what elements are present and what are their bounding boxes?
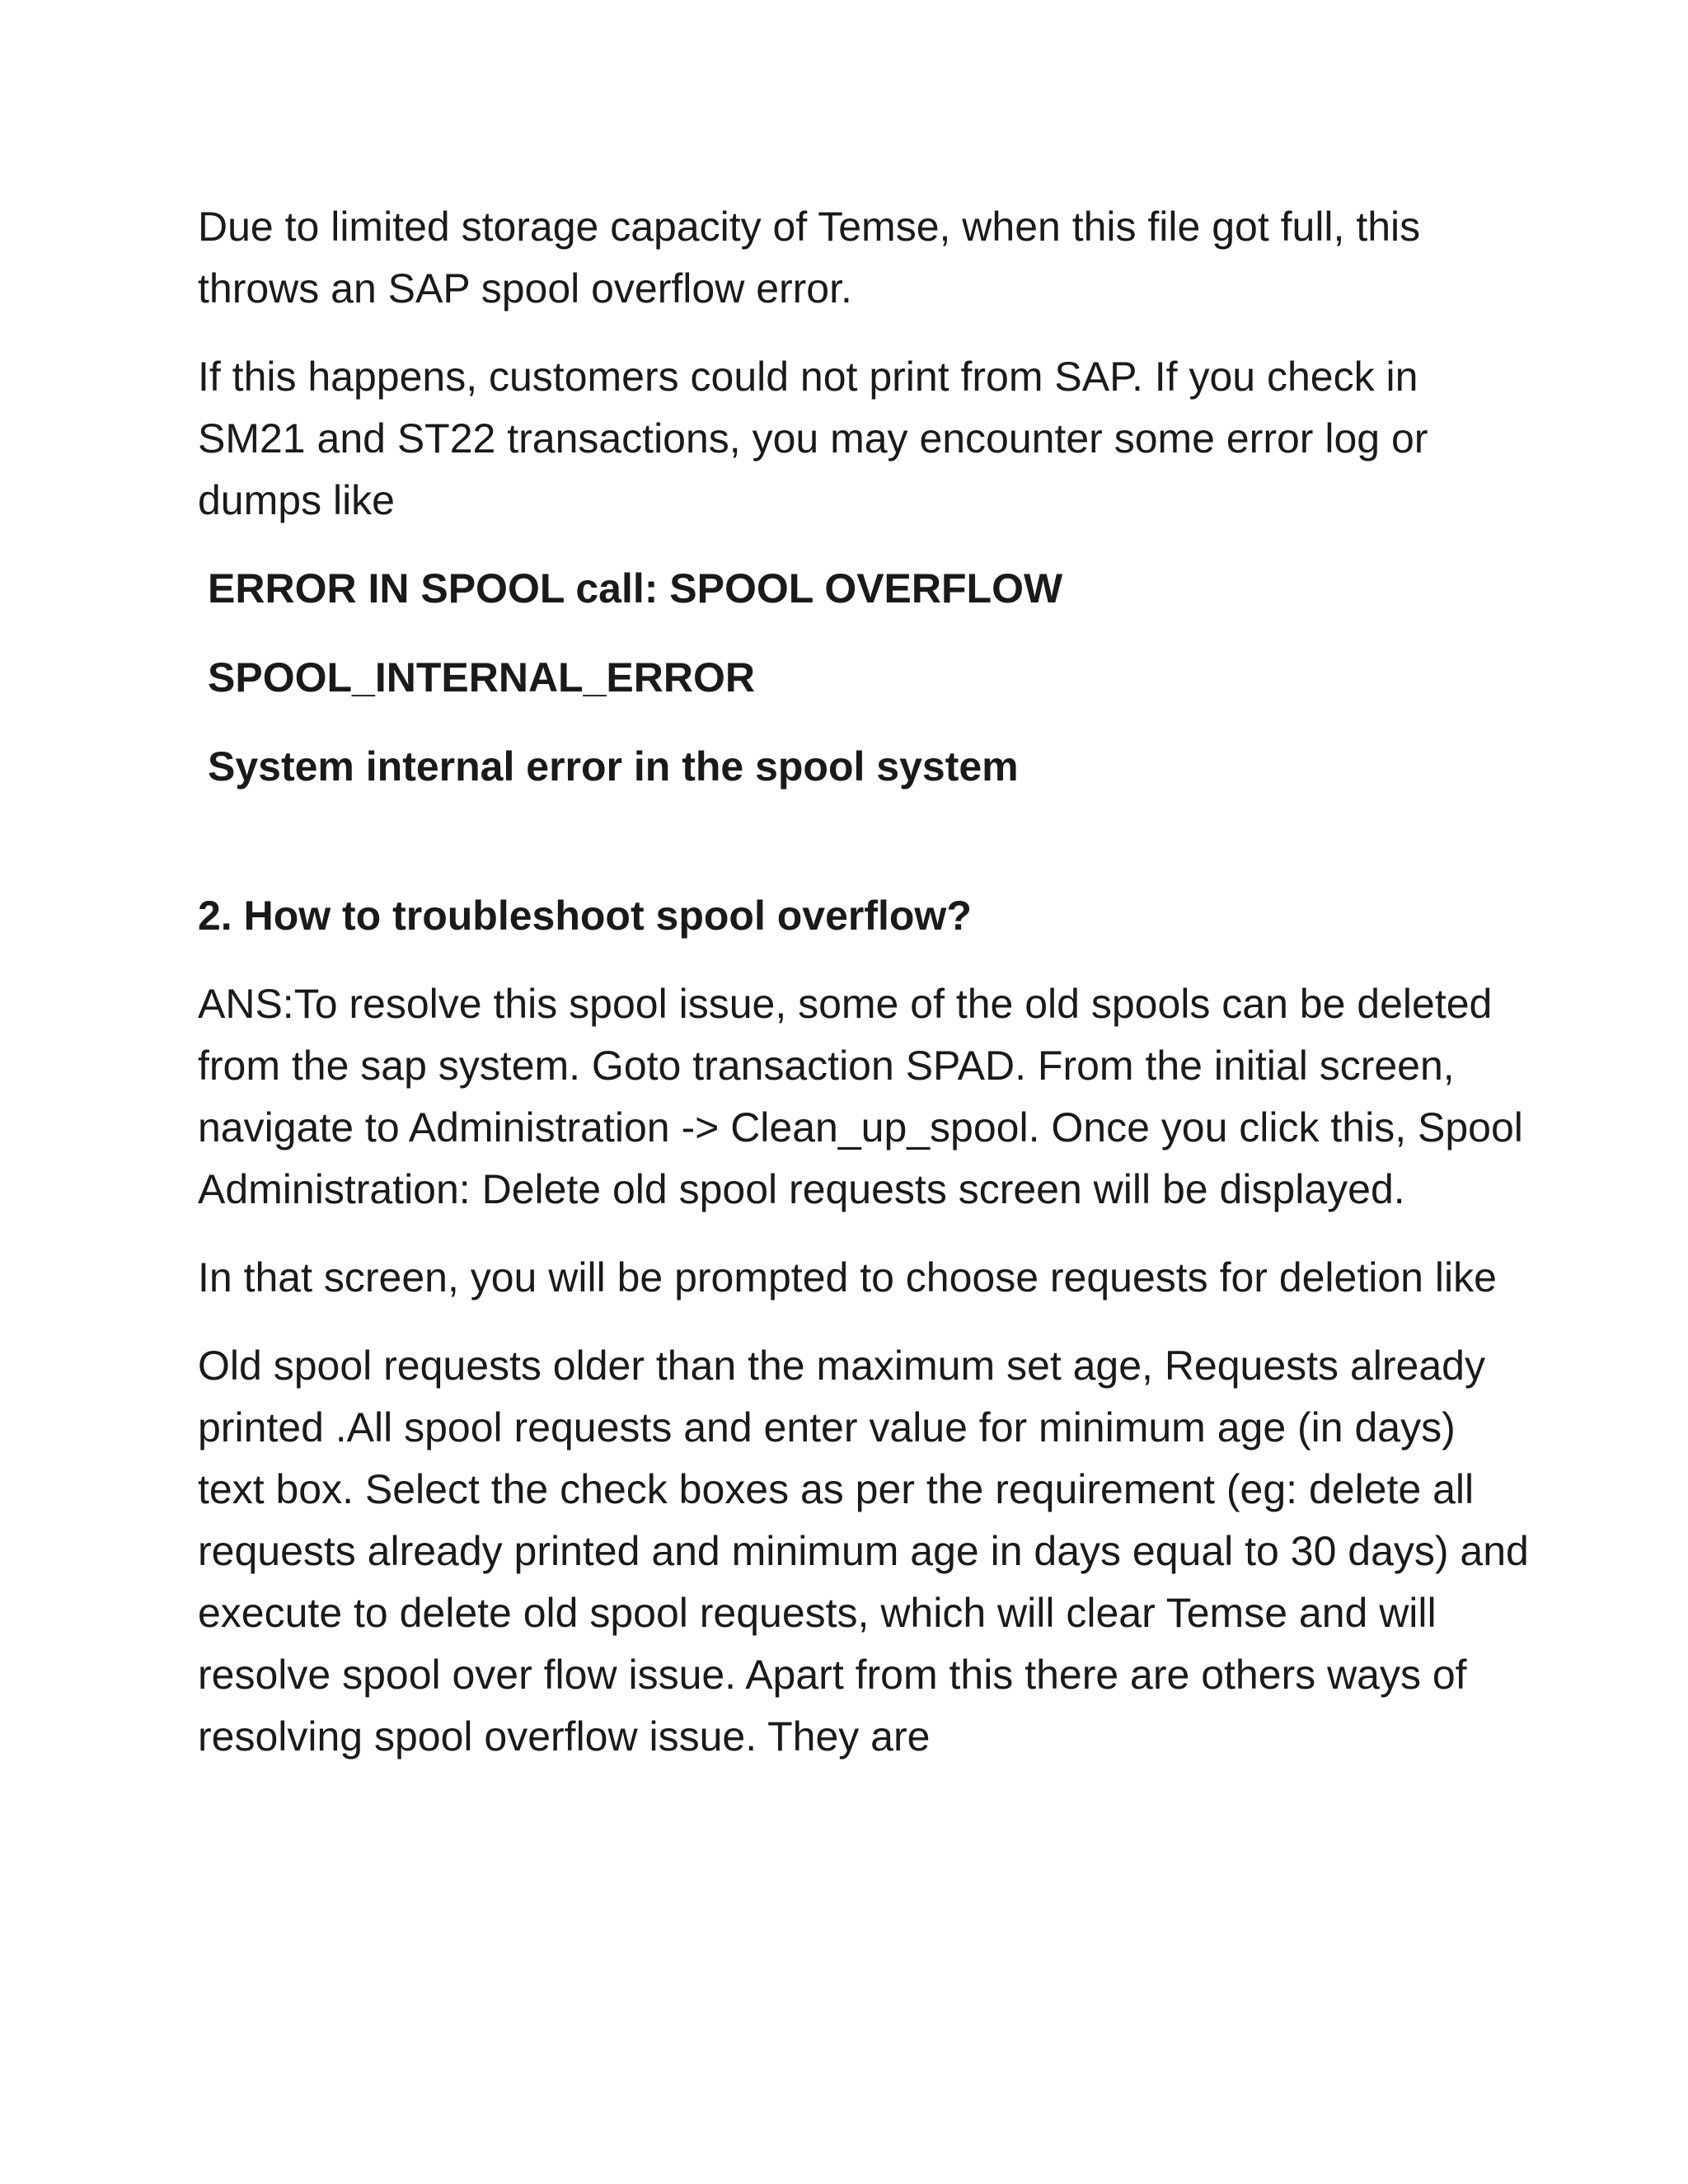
section-heading: 2. How to troubleshoot spool overflow? bbox=[198, 893, 972, 939]
intro-paragraph-print-error: If this happens, customers could not print from SAP. If you check in SM21 and ST22 transactions, you may encounter some error log or dumps like bbox=[198, 354, 1428, 523]
error-message-spool-overflow: ERROR IN SPOOL call: SPOOL OVERFLOW bbox=[208, 565, 1063, 612]
deletion-options-paragraph: Old spool requests older than the maximum set age, Requests already printed .All spool requests and enter value for minimum age (in days) text box. Select the check boxes as per the requirement (eg: delete all requests already printed and minimum age in days equal to 30 days) and execute to delete old spool requests, which will clear Temse and will resolve spool over flow issue. Apart from this there are others ways of resolving spool overflow issue. They are bbox=[198, 1343, 1529, 1760]
intro-paragraph-temse: Due to limited storage capacity of Temse, when this file got full, this throws an SAP spool overflow error. bbox=[198, 204, 1421, 312]
error-message-spool-internal: SPOOL_INTERNAL_ERROR bbox=[208, 654, 755, 701]
document-page bbox=[198, 196, 1533, 1794]
answer-paragraph: ANS:To resolve this spool issue, some of the old spools can be deleted from the sap system. Goto transaction SPAD. From the initial screen, navigate to Administration -> Clean_up_spool. Once you click this, Spool Administration: Delete old spool requests screen will be displayed. bbox=[198, 981, 1523, 1212]
error-message-system-internal: System internal error in the spool system bbox=[208, 743, 1019, 790]
prompt-paragraph: In that screen, you will be prompted to choose requests for deletion like bbox=[198, 1254, 1497, 1301]
